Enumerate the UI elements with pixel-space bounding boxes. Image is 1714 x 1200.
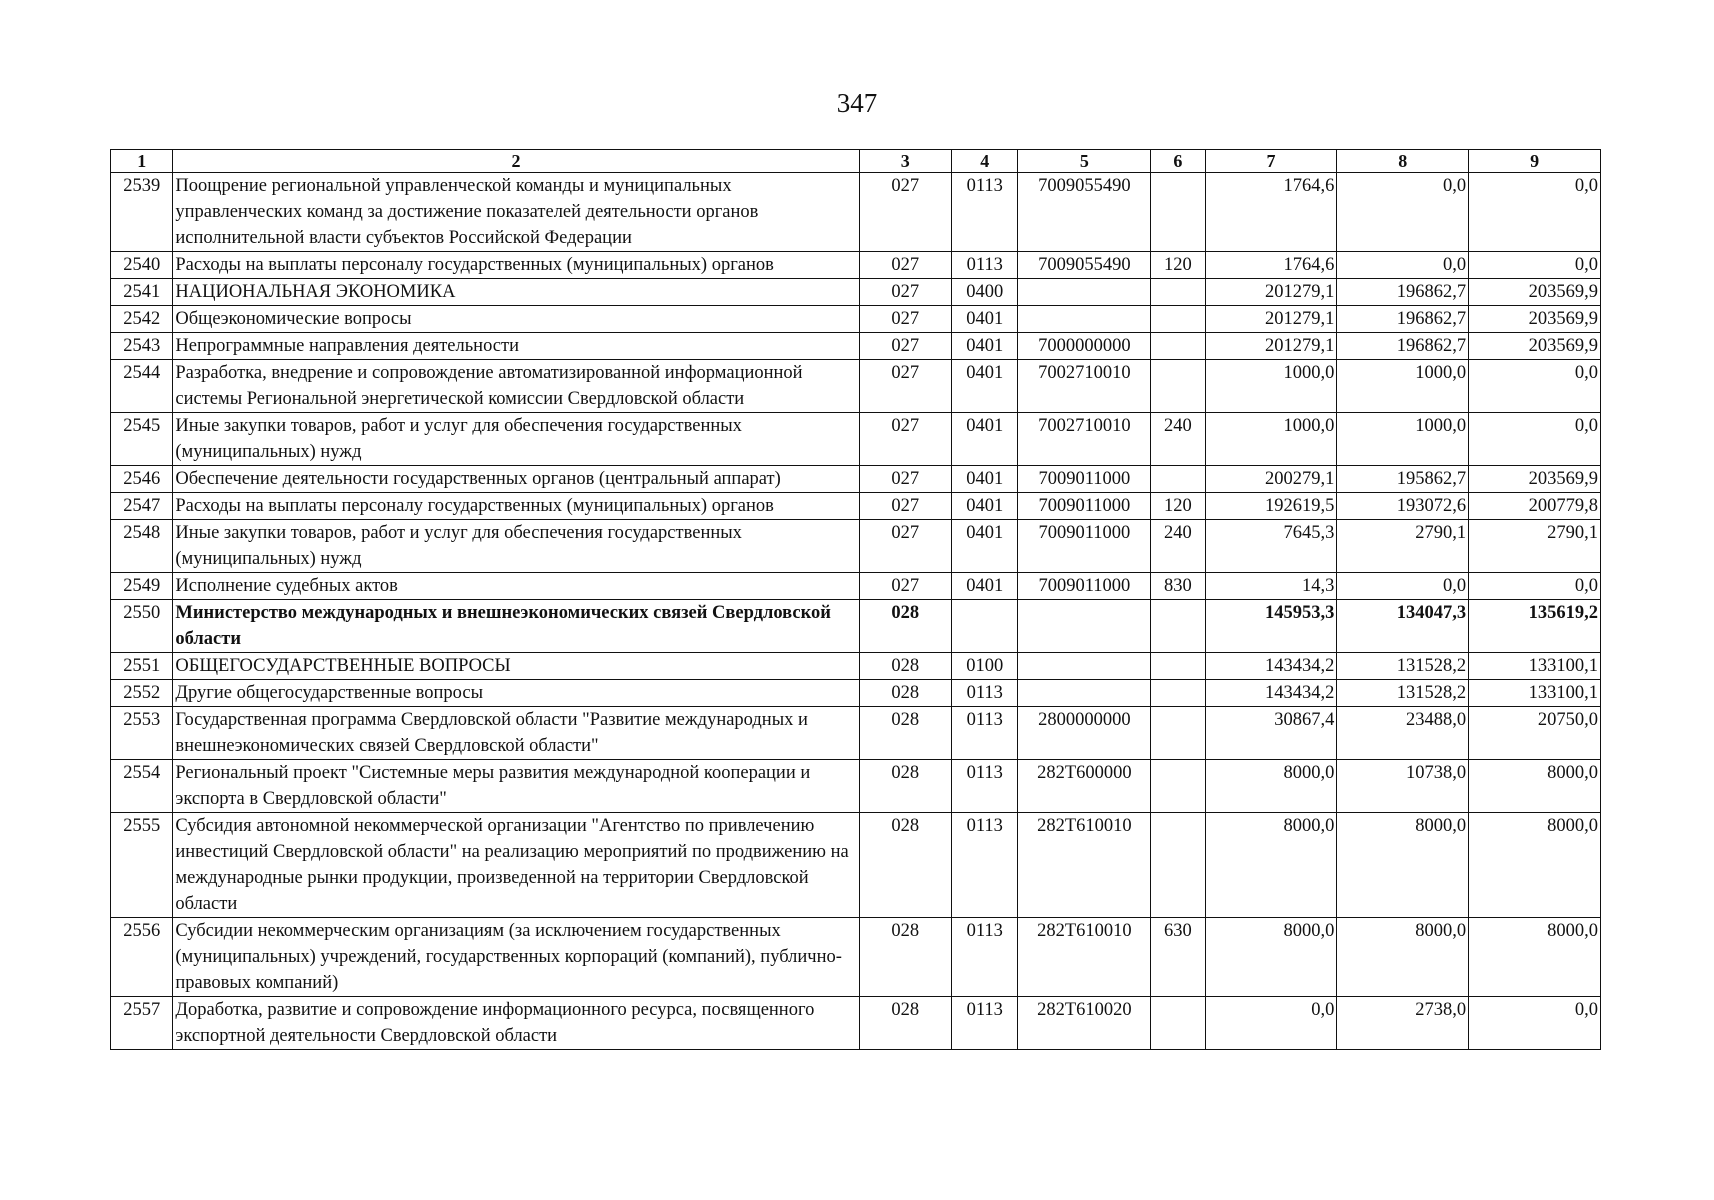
amount-year-1: 1000,0 [1205, 413, 1337, 466]
code-target: 7009011000 [1018, 466, 1151, 493]
row-number: 2552 [111, 680, 173, 707]
row-description: Другие общегосударственные вопросы [173, 680, 859, 707]
amount-year-3: 0,0 [1469, 413, 1601, 466]
code-target [1018, 600, 1151, 653]
code-target: 7002710010 [1018, 360, 1151, 413]
code-admin: 028 [859, 653, 952, 680]
code-section: 0401 [952, 360, 1018, 413]
table-row [111, 173, 1601, 252]
code-admin: 028 [859, 997, 952, 1050]
row-description: Расходы на выплаты персоналу государственных (муниципальных) органов [173, 252, 859, 279]
table-row [111, 760, 1601, 813]
amount-year-2: 2790,1 [1337, 520, 1469, 573]
amount-year-2: 0,0 [1337, 173, 1469, 252]
code-expense-type [1151, 600, 1205, 653]
column-header: 6 [1151, 150, 1205, 173]
amount-year-3: 8000,0 [1469, 918, 1601, 997]
row-number: 2547 [111, 493, 173, 520]
row-description: НАЦИОНАЛЬНАЯ ЭКОНОМИКА [173, 279, 859, 306]
code-target: 7000000000 [1018, 333, 1151, 360]
code-target: 7009011000 [1018, 573, 1151, 600]
amount-year-3: 203569,9 [1469, 279, 1601, 306]
code-target [1018, 279, 1151, 306]
row-description: Иные закупки товаров, работ и услуг для обеспечения государственных (муниципальных) нужд [173, 413, 859, 466]
amount-year-1: 192619,5 [1205, 493, 1337, 520]
column-header: 1 [111, 150, 173, 173]
row-number: 2544 [111, 360, 173, 413]
amount-year-3: 203569,9 [1469, 333, 1601, 360]
row-number: 2542 [111, 306, 173, 333]
amount-year-1: 143434,2 [1205, 653, 1337, 680]
row-description: Непрограммные направления деятельности [173, 333, 859, 360]
row-description: ОБЩЕГОСУДАРСТВЕННЫЕ ВОПРОСЫ [173, 653, 859, 680]
row-description: Министерство международных и внешнеэкономических связей Свердловской области [173, 600, 859, 653]
amount-year-2: 23488,0 [1337, 707, 1469, 760]
code-expense-type [1151, 466, 1205, 493]
code-target: 282T610010 [1018, 813, 1151, 918]
row-description: Обеспечение деятельности государственных органов (центральный аппарат) [173, 466, 859, 493]
row-number: 2539 [111, 173, 173, 252]
code-section: 0113 [952, 918, 1018, 997]
amount-year-1: 1764,6 [1205, 173, 1337, 252]
code-target: 7009055490 [1018, 173, 1151, 252]
amount-year-3: 8000,0 [1469, 760, 1601, 813]
table-row [111, 653, 1601, 680]
column-header: 7 [1205, 150, 1337, 173]
code-expense-type: 630 [1151, 918, 1205, 997]
code-admin: 027 [859, 413, 952, 466]
row-number: 2550 [111, 600, 173, 653]
page-number: 347 [836, 88, 878, 118]
code-section: 0401 [952, 493, 1018, 520]
column-header: 2 [173, 150, 859, 173]
row-description: Государственная программа Свердловской области "Развитие международных и внешнеэкономических связей Свердловской области" [173, 707, 859, 760]
table-row [111, 252, 1601, 279]
code-section [952, 600, 1018, 653]
row-number: 2554 [111, 760, 173, 813]
code-expense-type [1151, 997, 1205, 1050]
amount-year-3: 8000,0 [1469, 813, 1601, 918]
amount-year-3: 0,0 [1469, 360, 1601, 413]
row-number: 2549 [111, 573, 173, 600]
amount-year-2: 1000,0 [1337, 413, 1469, 466]
row-description: Разработка, внедрение и сопровождение автоматизированной информационной системы Региональной энергетической комиссии Свердловской области [173, 360, 859, 413]
code-target: 7009011000 [1018, 493, 1151, 520]
row-description: Доработка, развитие и сопровождение информационного ресурса, посвященного экспортной деятельности Свердловской области [173, 997, 859, 1050]
amount-year-3: 0,0 [1469, 252, 1601, 279]
code-expense-type [1151, 707, 1205, 760]
code-expense-type [1151, 279, 1205, 306]
amount-year-1: 14,3 [1205, 573, 1337, 600]
code-section: 0113 [952, 173, 1018, 252]
amount-year-3: 200779,8 [1469, 493, 1601, 520]
code-admin: 027 [859, 252, 952, 279]
amount-year-2: 0,0 [1337, 252, 1469, 279]
code-admin: 028 [859, 600, 952, 653]
code-target [1018, 680, 1151, 707]
amount-year-1: 8000,0 [1205, 760, 1337, 813]
code-admin: 027 [859, 279, 952, 306]
code-section: 0401 [952, 466, 1018, 493]
row-number: 2553 [111, 707, 173, 760]
code-section: 0401 [952, 333, 1018, 360]
amount-year-1: 8000,0 [1205, 813, 1337, 918]
code-section: 0100 [952, 653, 1018, 680]
row-description: Общеэкономические вопросы [173, 306, 859, 333]
table-row [111, 333, 1601, 360]
row-number: 2551 [111, 653, 173, 680]
code-admin: 028 [859, 707, 952, 760]
amount-year-2: 196862,7 [1337, 333, 1469, 360]
row-description: Исполнение судебных актов [173, 573, 859, 600]
code-expense-type [1151, 680, 1205, 707]
amount-year-1: 201279,1 [1205, 279, 1337, 306]
column-header: 4 [952, 150, 1018, 173]
header-row [111, 150, 1601, 173]
amount-year-2: 2738,0 [1337, 997, 1469, 1050]
table-row [111, 707, 1601, 760]
amount-year-3: 203569,9 [1469, 306, 1601, 333]
amount-year-1: 0,0 [1205, 997, 1337, 1050]
code-expense-type [1151, 360, 1205, 413]
row-number: 2557 [111, 997, 173, 1050]
table-row [111, 279, 1601, 306]
amount-year-3: 20750,0 [1469, 707, 1601, 760]
amount-year-1: 145953,3 [1205, 600, 1337, 653]
code-target: 2800000000 [1018, 707, 1151, 760]
code-target: 7009055490 [1018, 252, 1151, 279]
code-target: 282T610010 [1018, 918, 1151, 997]
code-expense-type: 830 [1151, 573, 1205, 600]
code-admin: 027 [859, 520, 952, 573]
code-target: 282T610020 [1018, 997, 1151, 1050]
code-section: 0400 [952, 279, 1018, 306]
amount-year-2: 196862,7 [1337, 306, 1469, 333]
amount-year-2: 1000,0 [1337, 360, 1469, 413]
amount-year-2: 196862,7 [1337, 279, 1469, 306]
code-expense-type [1151, 653, 1205, 680]
amount-year-1: 1000,0 [1205, 360, 1337, 413]
amount-year-2: 8000,0 [1337, 918, 1469, 997]
code-target: 282T600000 [1018, 760, 1151, 813]
code-section: 0113 [952, 760, 1018, 813]
code-section: 0113 [952, 252, 1018, 279]
code-admin: 027 [859, 306, 952, 333]
code-section: 0401 [952, 413, 1018, 466]
code-admin: 028 [859, 760, 952, 813]
table-row [111, 520, 1601, 573]
row-description: Субсидия автономной некоммерческой организации "Агентство по привлечению инвестиций Свердловской области" на реализацию мероприятий по продвижению на международные рынки продукции, произведенной на территории Свердловской области [173, 813, 859, 918]
code-section: 0113 [952, 997, 1018, 1050]
code-target: 7009011000 [1018, 520, 1151, 573]
table-row [111, 493, 1601, 520]
code-expense-type [1151, 173, 1205, 252]
table-row [111, 600, 1601, 653]
table-row [111, 997, 1601, 1050]
amount-year-3: 133100,1 [1469, 680, 1601, 707]
code-target [1018, 653, 1151, 680]
code-section: 0113 [952, 813, 1018, 918]
column-header: 5 [1018, 150, 1151, 173]
code-expense-type [1151, 813, 1205, 918]
amount-year-3: 135619,2 [1469, 600, 1601, 653]
column-header: 9 [1469, 150, 1601, 173]
code-admin: 028 [859, 813, 952, 918]
amount-year-2: 131528,2 [1337, 653, 1469, 680]
amount-year-2: 193072,6 [1337, 493, 1469, 520]
amount-year-3: 0,0 [1469, 997, 1601, 1050]
code-admin: 027 [859, 333, 952, 360]
code-admin: 027 [859, 466, 952, 493]
code-admin: 027 [859, 493, 952, 520]
column-header: 8 [1337, 150, 1469, 173]
code-expense-type: 240 [1151, 413, 1205, 466]
row-number: 2556 [111, 918, 173, 997]
budget-table [110, 149, 1601, 1050]
table-row [111, 466, 1601, 493]
amount-year-2: 134047,3 [1337, 600, 1469, 653]
table-row [111, 360, 1601, 413]
table-row [111, 680, 1601, 707]
table-row [111, 813, 1601, 918]
amount-year-2: 10738,0 [1337, 760, 1469, 813]
code-expense-type [1151, 306, 1205, 333]
code-expense-type [1151, 333, 1205, 360]
code-admin: 028 [859, 918, 952, 997]
amount-year-1: 143434,2 [1205, 680, 1337, 707]
code-section: 0401 [952, 520, 1018, 573]
code-admin: 027 [859, 173, 952, 252]
row-description: Расходы на выплаты персоналу государственных (муниципальных) органов [173, 493, 859, 520]
row-number: 2541 [111, 279, 173, 306]
table-body [111, 173, 1601, 1050]
table-row [111, 306, 1601, 333]
amount-year-1: 30867,4 [1205, 707, 1337, 760]
amount-year-3: 0,0 [1469, 573, 1601, 600]
code-expense-type: 120 [1151, 493, 1205, 520]
row-number: 2546 [111, 466, 173, 493]
amount-year-1: 201279,1 [1205, 333, 1337, 360]
code-section: 0113 [952, 707, 1018, 760]
code-expense-type: 240 [1151, 520, 1205, 573]
code-admin: 028 [859, 680, 952, 707]
code-target: 7002710010 [1018, 413, 1151, 466]
table-row [111, 413, 1601, 466]
code-section: 0401 [952, 573, 1018, 600]
row-description: Иные закупки товаров, работ и услуг для обеспечения государственных (муниципальных) нужд [173, 520, 859, 573]
row-number: 2543 [111, 333, 173, 360]
amount-year-1: 8000,0 [1205, 918, 1337, 997]
code-section: 0401 [952, 306, 1018, 333]
code-admin: 027 [859, 573, 952, 600]
amount-year-1: 7645,3 [1205, 520, 1337, 573]
table-row [111, 573, 1601, 600]
row-description: Субсидии некоммерческим организациям (за исключением государственных (муниципальных) учреждений, государственных корпораций (компаний), публично-правовых компаний) [173, 918, 859, 997]
amount-year-2: 195862,7 [1337, 466, 1469, 493]
column-header: 3 [859, 150, 952, 173]
code-admin: 027 [859, 360, 952, 413]
row-number: 2548 [111, 520, 173, 573]
code-target [1018, 306, 1151, 333]
row-number: 2540 [111, 252, 173, 279]
code-section: 0113 [952, 680, 1018, 707]
amount-year-2: 0,0 [1337, 573, 1469, 600]
amount-year-1: 1764,6 [1205, 252, 1337, 279]
row-number: 2555 [111, 813, 173, 918]
amount-year-1: 200279,1 [1205, 466, 1337, 493]
amount-year-3: 0,0 [1469, 173, 1601, 252]
row-description: Региональный проект "Системные меры развития международной кооперации и экспорта в Свердловской области" [173, 760, 859, 813]
row-number: 2545 [111, 413, 173, 466]
amount-year-3: 2790,1 [1469, 520, 1601, 573]
table-row [111, 918, 1601, 997]
code-expense-type [1151, 760, 1205, 813]
amount-year-3: 203569,9 [1469, 466, 1601, 493]
row-description: Поощрение региональной управленческой команды и муниципальных управленческих команд за достижение показателей деятельности органов исполнительной власти субъектов Российской Федерации [173, 173, 859, 252]
amount-year-3: 133100,1 [1469, 653, 1601, 680]
amount-year-1: 201279,1 [1205, 306, 1337, 333]
amount-year-2: 8000,0 [1337, 813, 1469, 918]
code-expense-type: 120 [1151, 252, 1205, 279]
amount-year-2: 131528,2 [1337, 680, 1469, 707]
